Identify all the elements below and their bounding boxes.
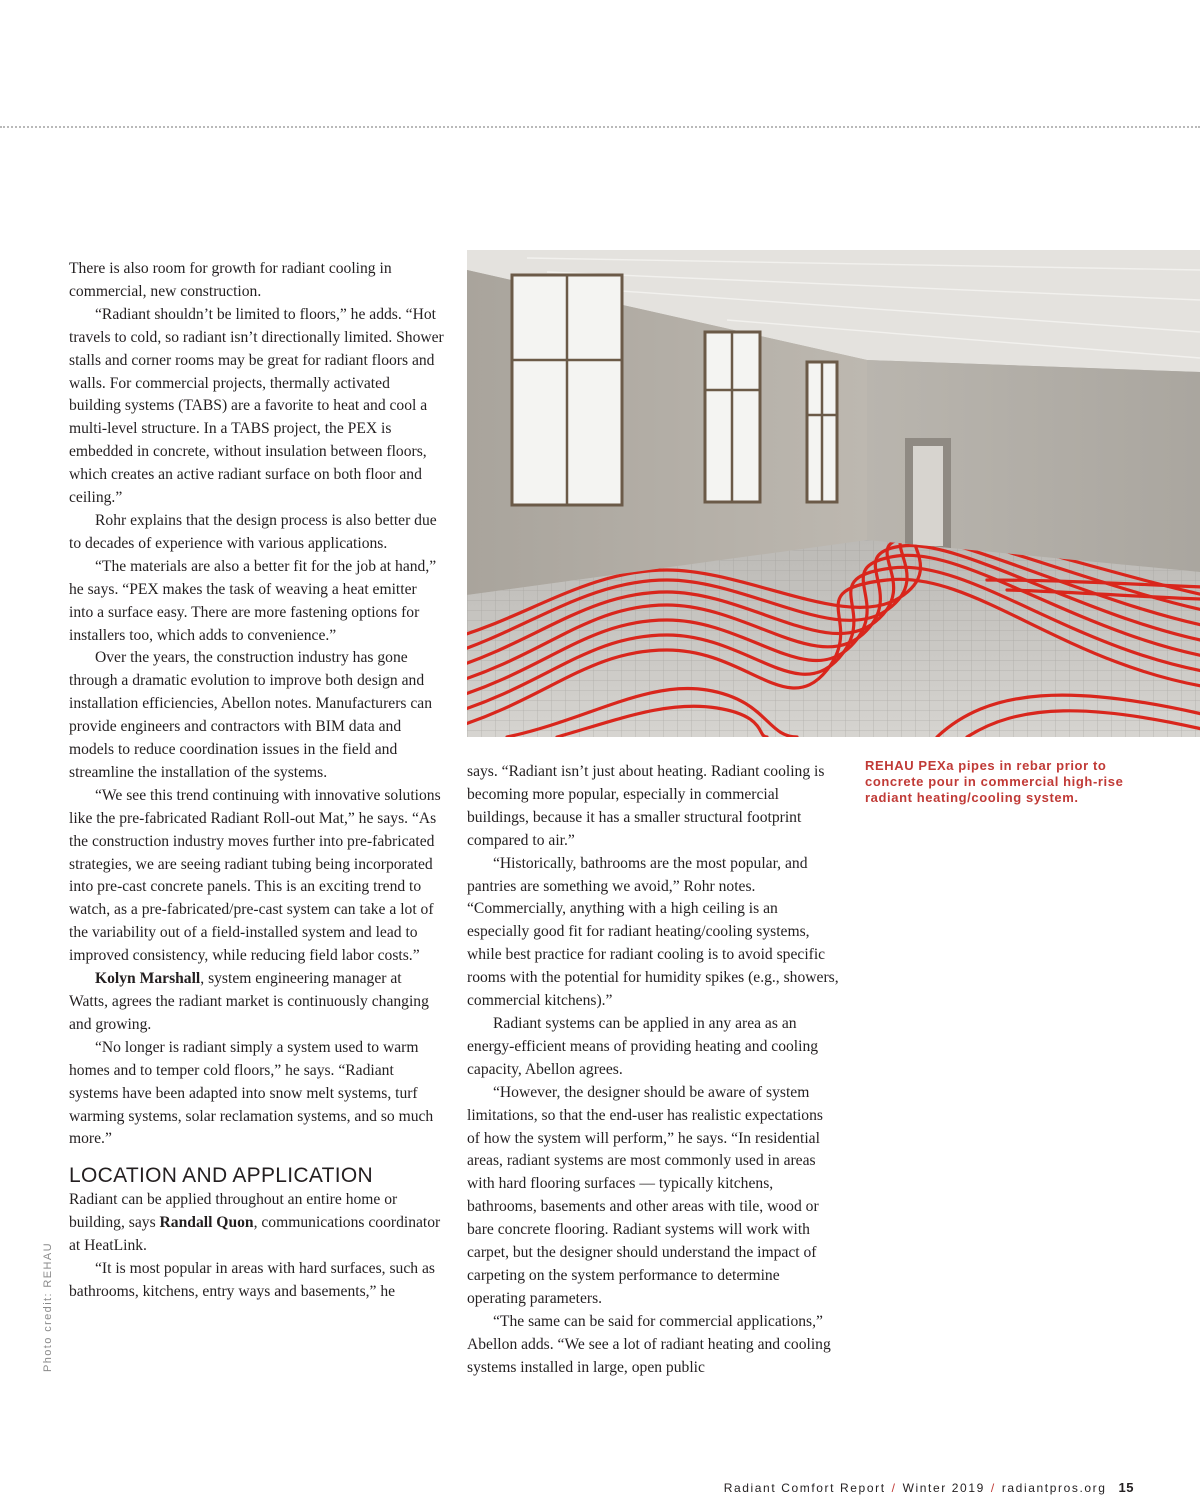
website: radiantpros.org <box>1001 1481 1107 1495</box>
paragraph: “Historically, bathrooms are the most popular, and pantries are something we avoid,” Rohr notes. “Commercially, anything with a high ceiling is an especially good fit for radiant heating/cooling systems, while best practice for radiant cooling is to avoid specific rooms with the potential for humidity spikes (e.g., showers, commercial kitchens).” <box>467 854 839 1010</box>
paragraph: “The materials are also a better fit for the job at hand,” he says. “PEX makes the task of weaving a heat emitter into a surface easy. There are more fastening options for installers too, which adds to convenience.” <box>69 557 437 644</box>
section-heading: LOCATION AND APPLICATION <box>69 1164 373 1188</box>
photo-illustration <box>467 250 1200 737</box>
page-number: 15 <box>1118 1480 1134 1495</box>
page-footer <box>724 1480 1134 1498</box>
paragraph: Over the years, the construction industry has gone through a dramatic evolution to improve both design and installation efficiencies, Abellon notes. Manufacturers can provide engineers and contractors with BIM data and models to reduce coordination issues in the field and streamline the installation of the systems. <box>69 649 433 781</box>
paragraph: says. “Radiant isn’t just about heating. Radiant cooling is becoming more popular, especially in commercial buildings, because it has a smaller structural footprint compared to air.” <box>467 763 825 849</box>
footer-separator: / <box>990 1481 996 1495</box>
paragraph: Radiant systems can be applied in any area as an energy-efficient means of providing heating and cooling capacity, Abellon agrees. <box>467 1014 819 1078</box>
paragraph <box>69 1189 444 1258</box>
issue-date: Winter 2019 <box>902 1481 985 1495</box>
paragraph: “No longer is radiant simply a system used to warm homes and to temper cold floors,” he says. “Radiant systems have been adapted into snow melt systems, turf warming systems, solar reclamation systems, and so much more.” <box>69 1038 434 1148</box>
paragraph-text: , system engineering manager at Watts, agrees the radiant market is continuously changing and growing. <box>69 970 429 1033</box>
paragraph: “Radiant shouldn’t be limited to floors,” he adds. “Hot travels to cold, so radiant isn’t directionally limited. Shower stalls and corner rooms may be great for radiant floors and walls. For commercial projects, thermally activated building systems (TABS) are a favorite to heat and cool a multi-level structure. In a TABS project, the PEX is embedded in concrete, without insulation between floors, which creates an active radiant surface on both floor and ceiling.” <box>69 305 444 507</box>
article-column-right <box>467 761 839 1379</box>
paragraph-text: Radiant can be applied throughout an entire home or building, says <box>69 1191 398 1232</box>
article-photo <box>467 250 1200 737</box>
paragraph <box>69 968 444 1037</box>
article-column-left <box>69 258 444 1304</box>
photo-credit: Photo credit: REHAU <box>42 1242 54 1372</box>
paragraph: Rohr explains that the design process is also better due to decades of experience with various applications. <box>69 511 437 552</box>
person-name: Kolyn Marshall <box>95 970 201 988</box>
publication-name: Radiant Comfort Report <box>723 1481 886 1495</box>
paragraph: “It is most popular in areas with hard surfaces, such as bathrooms, kitchens, entry ways and basements,” he <box>69 1260 435 1300</box>
photo-caption: REHAU PEXa pipes in rebar prior to concrete pour in commercial high-rise radiant heating/cooling system. <box>865 758 1124 805</box>
paragraph: “We see this trend continuing with innovative solutions like the pre-fabricated Radiant Roll-out Mat,” he says. “As the construction industry moves further into pre-fabricated strategies, we are seeing radiant tubing being incorporated into pre-cast concrete panels. This is an exciting trend to watch, as a pre-fabricated/pre-cast system can take a lot of the variability out of a field-installed system and lead to improved consistency, while reducing field labor costs.” <box>69 786 441 965</box>
paragraph: “However, the designer should be aware of system limitations, so that the end-user has realistic expectations of how the system will perform,” he says. “In residential areas, radiant systems are most commonly used in areas with hard flooring surfaces — typically kitchens, bathrooms, basements and other areas with tile, wood or bare concrete flooring. Radiant systems will work with carpet, but the designer should understand the impact of carpeting on the system performance to determine operating parameters. <box>467 1083 823 1307</box>
paragraph: There is also room for growth for radiant cooling in commercial, new construction. <box>69 260 392 300</box>
footer-separator: / <box>891 1481 897 1495</box>
paragraph-text: , communications coordinator at HeatLink. <box>69 1214 441 1255</box>
paragraph: “The same can be said for commercial applications,” Abellon adds. “We see a lot of radiant heating and cooling systems installed in large, open public <box>467 1312 831 1376</box>
top-dotted-rule <box>0 126 1200 128</box>
person-name: Randall Quon <box>159 1214 254 1232</box>
